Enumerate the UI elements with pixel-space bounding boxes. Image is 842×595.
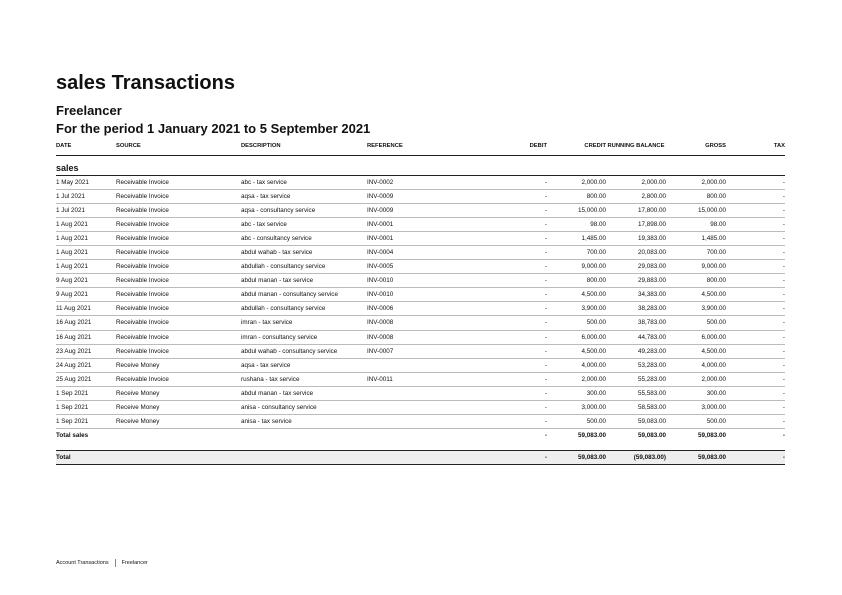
- reference-cell: INV-0007: [367, 344, 467, 358]
- column-header-description: DESCRIPTION: [241, 138, 367, 155]
- total-debit: -: [467, 451, 547, 465]
- debit-cell: -: [467, 372, 547, 386]
- table-row: [56, 175, 785, 189]
- gross-cell: 15,000.00: [666, 203, 726, 217]
- date-cell: 1 Aug 2021: [56, 217, 116, 231]
- footer-report-name: Account Transactions: [56, 560, 109, 566]
- source-cell: Receivable Invoice: [116, 217, 241, 231]
- running-balance-cell: 29,083.00: [606, 260, 666, 274]
- tax-cell: -: [726, 316, 785, 330]
- tax-cell: -: [726, 386, 785, 400]
- debit-cell: -: [467, 203, 547, 217]
- running-balance-cell: 2,000.00: [606, 175, 666, 189]
- description-cell: abdul manan - tax service: [241, 274, 367, 288]
- credit-cell: 500.00: [547, 316, 606, 330]
- gross-cell: 3,900.00: [666, 302, 726, 316]
- reference-cell: INV-0010: [367, 288, 467, 302]
- page-footer: [56, 559, 148, 567]
- spacer-row: [56, 443, 785, 451]
- section-heading: sales: [56, 155, 785, 175]
- tax-cell: -: [726, 358, 785, 372]
- debit-cell: -: [467, 217, 547, 231]
- date-cell: 16 Aug 2021: [56, 330, 116, 344]
- total-tax: -: [782, 432, 785, 440]
- date-cell: 9 Aug 2021: [56, 274, 116, 288]
- credit-cell: 4,000.00: [547, 358, 606, 372]
- reference-cell: INV-0005: [367, 260, 467, 274]
- credit-cell: 4,500.00: [547, 344, 606, 358]
- gross-cell: 98.00: [666, 217, 726, 231]
- tax-cell: -: [726, 260, 785, 274]
- description-cell: aqsa - tax service: [241, 358, 367, 372]
- description-cell: abdul manan - tax service: [241, 386, 367, 400]
- gross-cell: 3,000.00: [666, 401, 726, 415]
- date-cell: 1 Jul 2021: [56, 203, 116, 217]
- section-heading-row: [56, 155, 785, 175]
- total-debit: -: [544, 432, 547, 440]
- debit-cell: -: [467, 415, 547, 429]
- debit-cell: -: [467, 316, 547, 330]
- total-label: Total sales: [56, 432, 89, 440]
- table-row: [56, 203, 785, 217]
- reference-cell: [367, 358, 467, 372]
- debit-cell: -: [467, 288, 547, 302]
- transactions-table: [56, 138, 785, 465]
- reference-cell: INV-0010: [367, 274, 467, 288]
- table-row: [56, 372, 785, 386]
- description-cell: rushana - tax service: [241, 372, 367, 386]
- source-cell: Receivable Invoice: [116, 288, 241, 302]
- description-cell: anisa - consultancy service: [241, 401, 367, 415]
- table-row: [56, 415, 785, 429]
- source-cell: Receive Money: [116, 401, 241, 415]
- credit-cell: 6,000.00: [547, 330, 606, 344]
- description-cell: abc - tax service: [241, 217, 367, 231]
- grand-total-row: [56, 451, 785, 465]
- reference-cell: [367, 386, 467, 400]
- gross-cell: 9,000.00: [666, 260, 726, 274]
- reference-cell: INV-0006: [367, 302, 467, 316]
- source-cell: Receivable Invoice: [116, 260, 241, 274]
- source-cell: Receivable Invoice: [116, 231, 241, 245]
- tax-cell: -: [726, 203, 785, 217]
- total-running: (59,083.00): [606, 451, 666, 465]
- description-cell: abdul wahab - consultancy service: [241, 344, 367, 358]
- credit-cell: 2,000.00: [547, 372, 606, 386]
- credit-cell: 2,000.00: [547, 175, 606, 189]
- table-row: [56, 217, 785, 231]
- credit-cell: 9,000.00: [547, 260, 606, 274]
- source-cell: Receivable Invoice: [116, 203, 241, 217]
- tax-cell: -: [726, 330, 785, 344]
- column-header-debit: DEBIT: [467, 138, 547, 155]
- reference-cell: [367, 401, 467, 415]
- description-cell: imran - consultancy service: [241, 330, 367, 344]
- date-cell: 1 May 2021: [56, 175, 116, 189]
- running-balance-cell: 29,883.00: [606, 274, 666, 288]
- column-header-date: DATE: [56, 138, 116, 155]
- source-cell: Receive Money: [116, 415, 241, 429]
- credit-cell: 15,000.00: [547, 203, 606, 217]
- description-cell: abc - tax service: [241, 175, 367, 189]
- running-balance-cell: 44,783.00: [606, 330, 666, 344]
- description-cell: abc - consultancy service: [241, 231, 367, 245]
- tax-cell: -: [726, 175, 785, 189]
- date-cell: 1 Sep 2021: [56, 386, 116, 400]
- description-cell: anisa - tax service: [241, 415, 367, 429]
- table-row: [56, 302, 785, 316]
- reference-cell: INV-0004: [367, 245, 467, 259]
- tax-cell: -: [726, 231, 785, 245]
- date-cell: 1 Sep 2021: [56, 401, 116, 415]
- gross-cell: 4,500.00: [666, 344, 726, 358]
- date-cell: 9 Aug 2021: [56, 288, 116, 302]
- column-header-credit: CREDIT: [547, 138, 606, 155]
- running-balance-cell: 17,800.00: [606, 203, 666, 217]
- gross-cell: 700.00: [666, 245, 726, 259]
- date-cell: 1 Aug 2021: [56, 260, 116, 274]
- tax-cell: -: [726, 372, 785, 386]
- column-header-source: SOURCE: [116, 138, 241, 155]
- debit-cell: -: [467, 358, 547, 372]
- tax-cell: -: [726, 288, 785, 302]
- source-cell: Receivable Invoice: [116, 245, 241, 259]
- credit-cell: 500.00: [547, 415, 606, 429]
- footer-organisation: Freelancer: [121, 560, 148, 566]
- spacer: [56, 443, 785, 451]
- date-cell: 16 Aug 2021: [56, 316, 116, 330]
- debit-cell: -: [467, 330, 547, 344]
- date-cell: 23 Aug 2021: [56, 344, 116, 358]
- total-gross: 59,083.00: [666, 451, 726, 465]
- gross-cell: 800.00: [666, 189, 726, 203]
- report-period: For the period 1 January 2021 to 5 September 2021: [56, 121, 371, 136]
- description-cell: aqsa - tax service: [241, 189, 367, 203]
- date-cell: 24 Aug 2021: [56, 358, 116, 372]
- table-row: [56, 316, 785, 330]
- source-cell: Receivable Invoice: [116, 302, 241, 316]
- reference-cell: [367, 415, 467, 429]
- tax-cell: -: [726, 302, 785, 316]
- total-credit: 59,083.00: [547, 451, 606, 465]
- running-balance-cell: 55,583.00: [606, 386, 666, 400]
- table-row: [56, 330, 785, 344]
- credit-cell: 98.00: [547, 217, 606, 231]
- reference-cell: INV-0008: [367, 330, 467, 344]
- credit-cell: 3,000.00: [547, 401, 606, 415]
- reference-cell: INV-0001: [367, 231, 467, 245]
- debit-cell: -: [467, 386, 547, 400]
- debit-cell: -: [467, 231, 547, 245]
- tax-cell: -: [726, 274, 785, 288]
- credit-cell: 800.00: [547, 274, 606, 288]
- gross-cell: 300.00: [666, 386, 726, 400]
- tax-cell: -: [726, 245, 785, 259]
- running-balance-cell: 17,898.00: [606, 217, 666, 231]
- source-cell: Receivable Invoice: [116, 189, 241, 203]
- credit-cell: 800.00: [547, 189, 606, 203]
- column-header-gross: GROSS: [666, 138, 726, 155]
- date-cell: 11 Aug 2021: [56, 302, 116, 316]
- description-cell: abdul wahab - tax service: [241, 245, 367, 259]
- gross-cell: 500.00: [666, 415, 726, 429]
- running-balance-cell: 59,083.00: [606, 415, 666, 429]
- total-credit: 59,083.00: [577, 432, 606, 440]
- table-row: [56, 358, 785, 372]
- running-balance-cell: 53,283.00: [606, 358, 666, 372]
- gross-cell: 800.00: [666, 274, 726, 288]
- debit-cell: -: [467, 302, 547, 316]
- total-label: Total: [56, 451, 467, 465]
- column-header-running-balance: RUNNING BALANCE: [606, 138, 666, 155]
- running-balance-cell: 55,283.00: [606, 372, 666, 386]
- running-balance-cell: 19,383.00: [606, 231, 666, 245]
- table-row: [56, 274, 785, 288]
- date-cell: 1 Sep 2021: [56, 415, 116, 429]
- running-balance-cell: 20,083.00: [606, 245, 666, 259]
- date-cell: 1 Aug 2021: [56, 245, 116, 259]
- source-cell: Receive Money: [116, 386, 241, 400]
- tax-cell: -: [726, 189, 785, 203]
- source-cell: Receivable Invoice: [116, 274, 241, 288]
- running-balance-cell: 2,800.00: [606, 189, 666, 203]
- table-row: [56, 386, 785, 400]
- source-cell: Receive Money: [116, 358, 241, 372]
- source-cell: Receivable Invoice: [116, 175, 241, 189]
- source-cell: Receivable Invoice: [116, 330, 241, 344]
- report-title: sales Transactions: [56, 72, 235, 94]
- gross-cell: 1,485.00: [666, 231, 726, 245]
- column-header-reference: REFERENCE: [367, 138, 467, 155]
- organisation-name: Freelancer: [56, 103, 122, 118]
- reference-cell: INV-0011: [367, 372, 467, 386]
- date-cell: 1 Aug 2021: [56, 231, 116, 245]
- date-cell: 25 Aug 2021: [56, 372, 116, 386]
- source-cell: Receivable Invoice: [116, 372, 241, 386]
- reference-cell: INV-0009: [367, 203, 467, 217]
- debit-cell: -: [467, 344, 547, 358]
- gross-cell: 500.00: [666, 316, 726, 330]
- reference-cell: INV-0002: [367, 175, 467, 189]
- table-row: [56, 288, 785, 302]
- running-balance-cell: 38,783.00: [606, 316, 666, 330]
- gross-cell: 2,000.00: [666, 372, 726, 386]
- credit-cell: 300.00: [547, 386, 606, 400]
- source-cell: Receivable Invoice: [116, 344, 241, 358]
- description-cell: aqsa - consultancy service: [241, 203, 367, 217]
- running-balance-cell: 38,283.00: [606, 302, 666, 316]
- total-sales-row: [56, 429, 785, 443]
- debit-cell: -: [467, 189, 547, 203]
- description-cell: abdullah - consultancy service: [241, 260, 367, 274]
- reference-cell: INV-0001: [367, 217, 467, 231]
- description-cell: abdul manan - consultancy service: [241, 288, 367, 302]
- total-gross: 59,083.00: [697, 432, 726, 440]
- source-cell: Receivable Invoice: [116, 316, 241, 330]
- debit-cell: -: [467, 260, 547, 274]
- table-row: [56, 245, 785, 259]
- reference-cell: INV-0008: [367, 316, 467, 330]
- credit-cell: 3,900.00: [547, 302, 606, 316]
- date-cell: 1 Jul 2021: [56, 189, 116, 203]
- debit-cell: -: [467, 245, 547, 259]
- table-row: [56, 401, 785, 415]
- gross-cell: 4,000.00: [666, 358, 726, 372]
- credit-cell: 4,500.00: [547, 288, 606, 302]
- table-row: [56, 260, 785, 274]
- table-row: [56, 344, 785, 358]
- table-row: [56, 231, 785, 245]
- tax-cell: -: [726, 415, 785, 429]
- tax-cell: -: [726, 344, 785, 358]
- debit-cell: -: [467, 274, 547, 288]
- running-balance-cell: 58,583.00: [606, 401, 666, 415]
- gross-cell: 2,000.00: [666, 175, 726, 189]
- tax-cell: -: [726, 401, 785, 415]
- footer-divider: [115, 559, 116, 567]
- debit-cell: -: [467, 401, 547, 415]
- gross-cell: 4,500.00: [666, 288, 726, 302]
- credit-cell: 1,485.00: [547, 231, 606, 245]
- credit-cell: 700.00: [547, 245, 606, 259]
- table-row: [56, 189, 785, 203]
- total-tax: -: [726, 451, 785, 465]
- column-header-tax: TAX: [726, 138, 785, 155]
- total-running: 59,083.00: [637, 432, 666, 440]
- running-balance-cell: 49,283.00: [606, 344, 666, 358]
- description-cell: abdullah - consultancy service: [241, 302, 367, 316]
- gross-cell: 6,000.00: [666, 330, 726, 344]
- description-cell: imran - tax service: [241, 316, 367, 330]
- reference-cell: INV-0009: [367, 189, 467, 203]
- tax-cell: -: [726, 217, 785, 231]
- debit-cell: -: [467, 175, 547, 189]
- running-balance-cell: 34,383.00: [606, 288, 666, 302]
